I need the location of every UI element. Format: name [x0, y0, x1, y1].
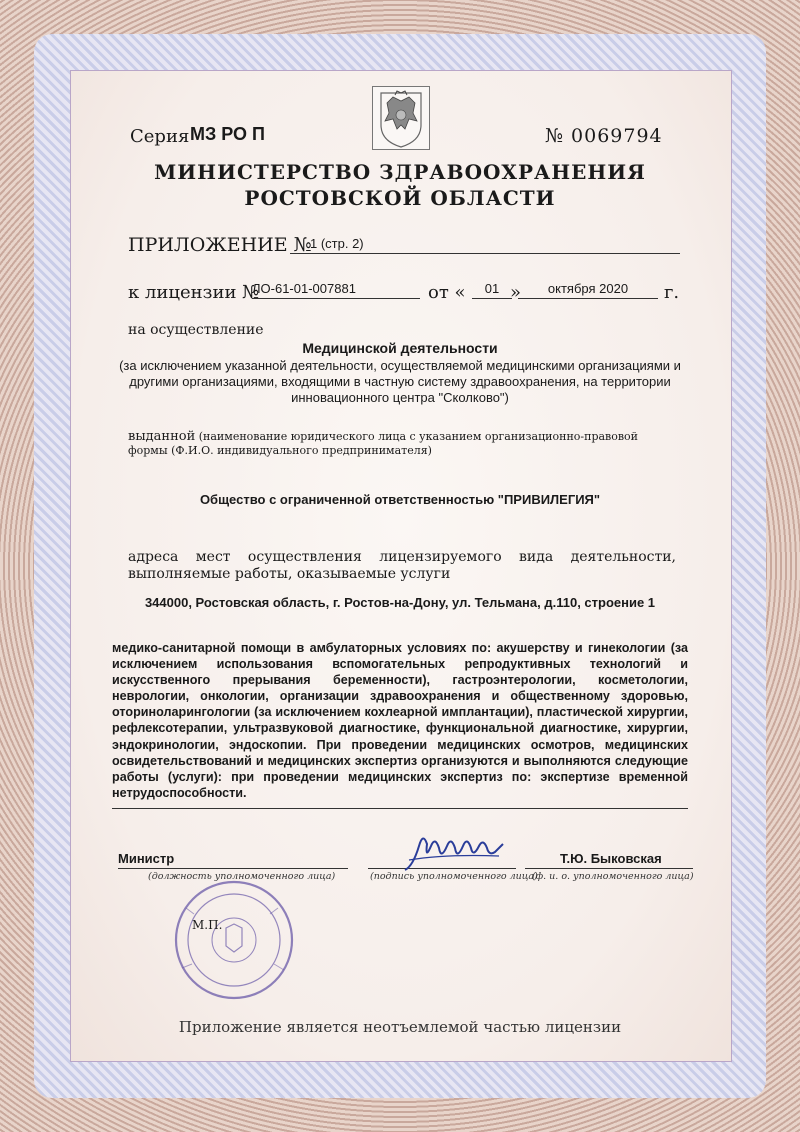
year-suffix: г. — [664, 282, 680, 303]
issued-to-hint: (наименование юридического лица с указанием организационно-правовой формы (Ф.И.О. индивидуального предпринимателя) — [128, 430, 639, 457]
services-text: медико-санитарной помощи в амбулаторных условиях по: акушерству и гинекологии (за исключением использования вспомогательных репродуктивных технологий и искусственного прерывания беременности), гастроэнтерологии, косметологии, неврологии, онкологии, организации здравоохранения и общественному здоровью, оториноларингологии (за исключением кохлеарной имплантации), пластической хирургии, рефлексотерапии, ультразвуковой диагностике, функциональной диагностике, хирургии, эндокринологии, эндоскопии. При проведении медицинских осмотров, медицинских освидетельствований и медицинских экспертиз организуются и выполняются следующие работы (услуги): при проведении медицинских экспертиз по: экспертизе временной нетрудоспособности. — [112, 641, 688, 800]
license-label: к лицензии № — [128, 282, 260, 303]
position-caption: (должность уполномоченного лица) — [148, 871, 336, 882]
handwritten-signature — [395, 826, 515, 876]
activity-note: (за исключением указанной деятельности, осуществляемой медицинскими организациями и другими организациями, входящими в частную систему здравоохранения, на территории инновационного центра "Сколково") — [119, 358, 681, 405]
address-value: 344000, Ростовская область, г. Ростов-на-Дону, ул. Тельмана, д.110, строение 1 — [144, 595, 656, 610]
footer-note: Приложение является неотъемлемой частью лицензии — [178, 1018, 622, 1036]
official-stamp — [146, 878, 322, 1002]
ministry-title-line2: РОСТОВСКОЙ ОБЛАСТИ — [244, 186, 556, 210]
activity-intro: на осуществление — [128, 322, 264, 338]
series-label: Серия — [130, 126, 190, 147]
appendix-value: 1 (стр. 2) — [290, 236, 680, 254]
address-label: адреса мест осуществления лицензируемого вида деятельности, выполняемые работы, оказываемые услуги — [128, 549, 676, 582]
signatory-name: Т.Ю. Быковская — [560, 851, 662, 866]
form-number: № 0069794 — [545, 125, 663, 147]
license-number: ЛО-61-01-007881 — [252, 281, 420, 299]
appendix-label: ПРИЛОЖЕНИЕ № — [128, 234, 312, 256]
russian-coat-of-arms-icon — [372, 86, 430, 150]
signatory-position: Министр — [118, 851, 175, 866]
license-month-year: октября 2020 — [518, 281, 658, 299]
activity-title: Медицинской деятельности — [302, 340, 498, 356]
issued-to-label: выданной — [128, 429, 196, 444]
license-date-from-label: от « — [428, 282, 466, 303]
position-line — [118, 868, 348, 869]
issued-to-block — [128, 430, 678, 458]
divider — [112, 808, 688, 809]
license-day-close-quote: » — [510, 282, 522, 303]
ministry-title-line1: МИНИСТЕРСТВО ЗДРАВООХРАНЕНИЯ — [154, 160, 646, 184]
series-value: МЗ РО П — [190, 124, 265, 144]
license-day: 01 — [472, 281, 512, 299]
signature-caption: (подпись уполномоченного лица) — [370, 871, 538, 882]
name-caption: (ф. и. о. уполномоченного лица) — [532, 871, 694, 882]
name-line — [525, 868, 693, 869]
stamp-label: М.П. — [192, 918, 223, 932]
organization-name: Общество с ограниченной ответственностью "ПРИВИЛЕГИЯ" — [199, 492, 601, 507]
